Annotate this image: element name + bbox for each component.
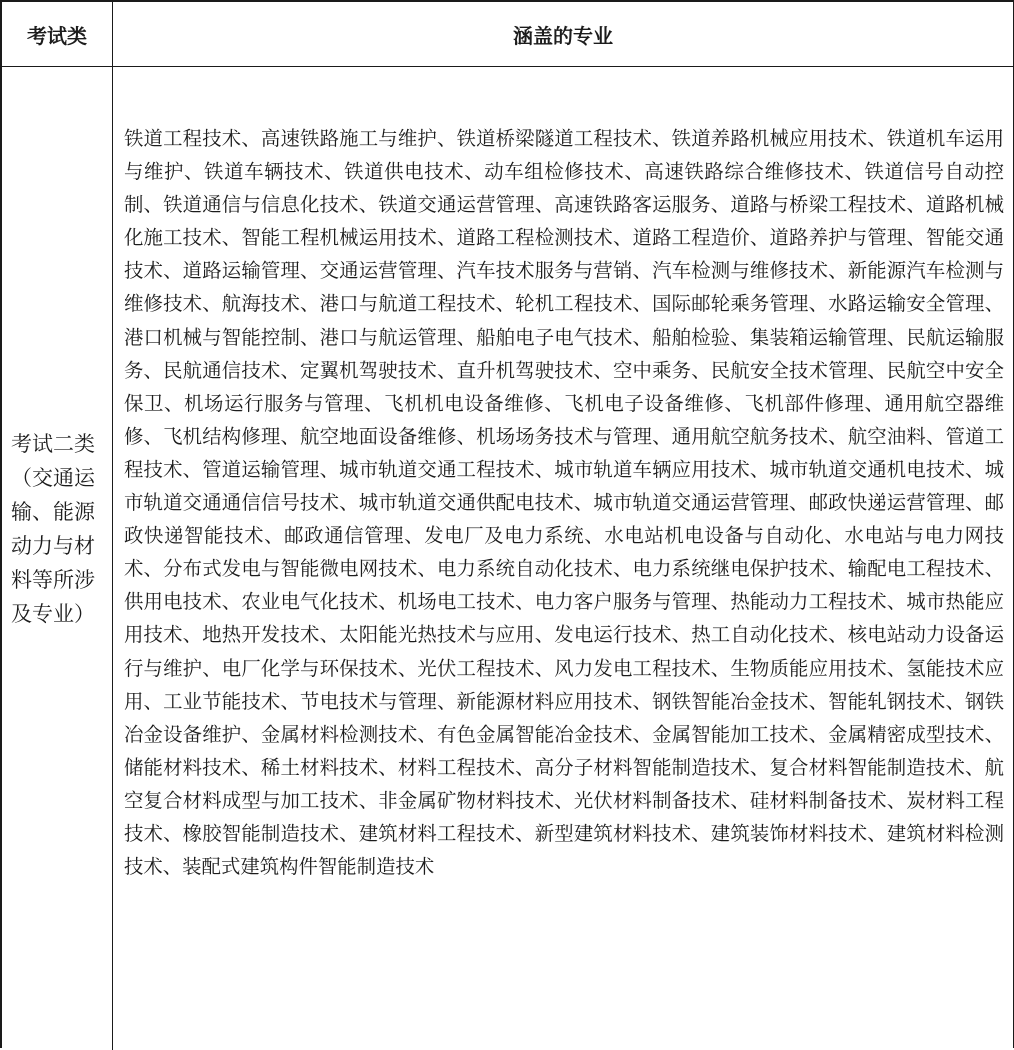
majors-cell: 铁道工程技术、高速铁路施工与维护、铁道桥梁隧道工程技术、铁道养路机械应用技术、铁道机车运用与维护、铁道车辆技术、铁道供电技术、动车组检修技术、高速铁路综合维修技术、铁道信号自动控制、铁道通信与信息化技术、铁道交通运营管理、高速铁路客运服务、道路与桥梁工程技术、道路机械化施工技术、智能工程机械运用技术、道路工程检测技术、道路工程造价、道路养护与管理、智能交通技术、道路运输管理、交通运营管理、汽车技术服务与营销、汽车检测与维修技术、新能源汽车检测与维修技术、航海技术、港口与航道工程技术、轮机工程技术、国际邮轮乘务管理、水路运输安全管理、港口机械与智能控制、港口与航运管理、船舶电子电气技术、船舶检验、集装箱运输管理、民航运输服务、民航通信技术、定翼机驾驶技术、直升机驾驶技术、空中乘务、民航安全技术管理、民航空中安全保卫、机场运行服务与管理、飞机机电设备维修、飞机电子设备维修、飞机部件修理、通用航空器维修、飞机结构修理、航空地面设备维修、机场场务技术与管理、通用航空航务技术、航空油料、管道工程技术、管道运输管理、城市轨道交通工程技术、城市轨道车辆应用技术、城市轨道交通机电技术、城市轨道交通通信信号技术、城市轨道交通供配电技术、城市轨道交通运营管理、邮政快递运营管理、邮政快递智能技术、邮政通信管理、发电厂及电力系统、水电站机电设备与自动化、水电站与电力网技术、分布式发电与智能微电网技术、电力系统自动化技术、电力系统继电保护技术、输配电工程技术、供用电技术、农业电气化技术、机场电工技术、电力客户服务与管理、热能动力工程技术、城市热能应用技术、地热开发技术、太阳能光热技术与应用、发电运行技术、热工自动化技术、核电站动力设备运行与维护、电厂化学与环保技术、光伏工程技术、风力发电工程技术、生物质能应用技术、氢能技术应用、工业节能技术、节电技术与管理、新能源材料应用技术、钢铁智能冶金技术、智能轧钢技术、钢铁冶金设备维护、金属材料检测技术、有色金属智能冶金技术、金属智能加工技术、金属精密成型技术、储能材料技术、稀土材料技术、材料工程技术、高分子材料智能制造技术、复合材料智能制造技术、航空复合材料成型与加工技术、非金属矿物材料技术、光伏材料制备技术、硅材料制备技术、炭材料工程技术、橡胶智能制造技术、建筑材料工程技术、新型建筑材料技术、建筑装饰材料技术、建筑材料检测技术、装配式建筑构件智能制造技术 <box>124 127 1004 879</box>
column-divider <box>112 2 113 1050</box>
header-category: 考试类 <box>27 23 87 48</box>
header-majors: 涵盖的专业 <box>513 23 613 48</box>
header-divider <box>2 66 1013 67</box>
category-cell: 考试二类（交通运输、能源动力与材料等所涉及专业） <box>11 432 95 626</box>
